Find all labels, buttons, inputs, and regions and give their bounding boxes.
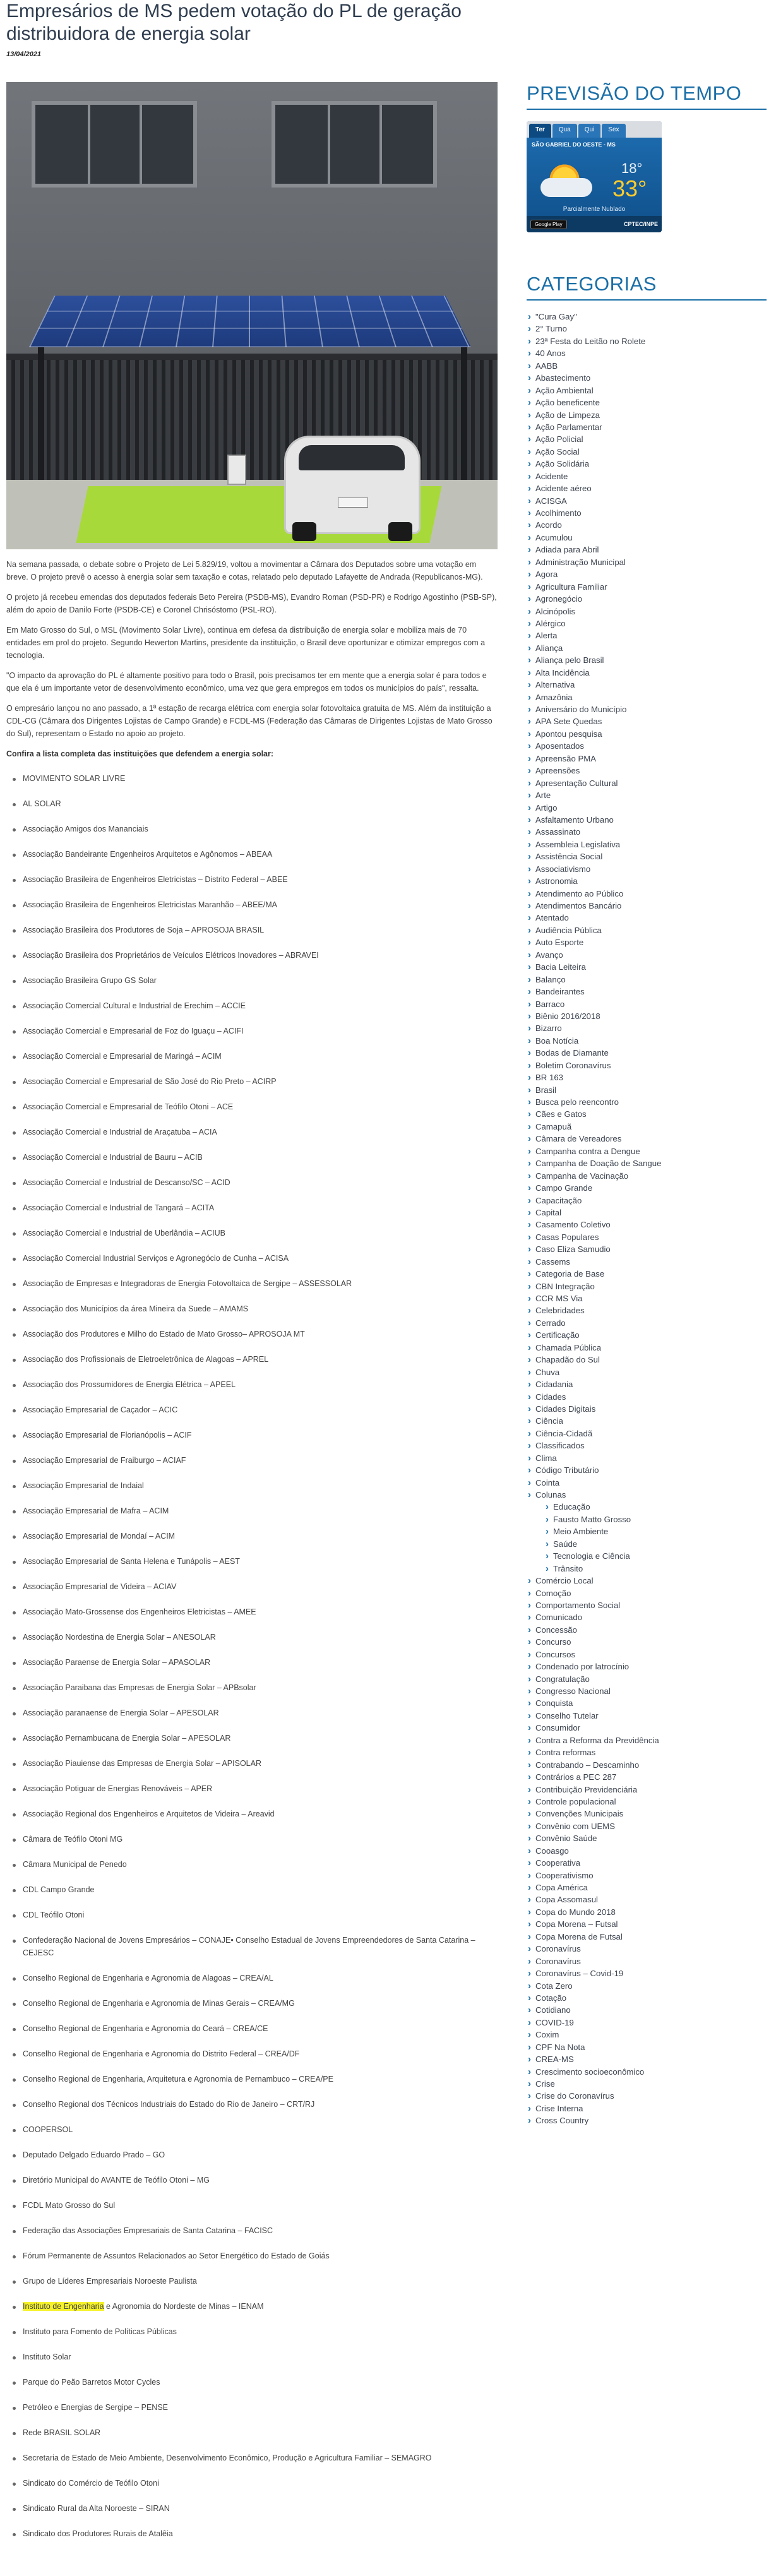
article-title: Empresários de MS pedem votação do PL de geração distribuidora de energia solar <box>6 1 462 44</box>
category-link[interactable]: › Cross Country <box>527 2114 773 2126</box>
institution-item: Fórum Permanente de Assuntos Relacionados ao Setor Energético do Estado de Goiás <box>23 2244 499 2269</box>
category-link[interactable]: › Balanço <box>527 974 773 986</box>
institution-item: Instituto Solar <box>23 2345 499 2370</box>
category-link[interactable]: › Chapadão do Sul <box>527 1354 773 1366</box>
institution-item: Associação Comercial e Industrial de Tangará – ACITA <box>23 1196 499 1221</box>
institution-item: Associação paranaense de Energia Solar – APESOLAR <box>23 1701 499 1726</box>
institution-item: Associação Empresarial de Caçador – ACIC <box>23 1398 499 1423</box>
category-link[interactable]: › Artigo <box>527 802 773 814</box>
category-link[interactable]: › Cooperativa <box>527 1857 773 1869</box>
photo-charger <box>227 455 246 485</box>
category-link[interactable]: › Convenções Municipais <box>527 1808 773 1820</box>
institution-item: Associação Bandeirante Engenheiros Arquitetos e Agônomos – ABEAA <box>23 842 499 868</box>
institution-item: Petróleo e Energias de Sergipe – PENSE <box>23 2395 499 2421</box>
article-date: 13/04/2021 <box>6 51 42 58</box>
photo-car-wheel <box>388 522 412 541</box>
photo-solar-panels <box>29 296 471 347</box>
category-link[interactable]: › Cotação <box>527 1992 773 2004</box>
photo-fence <box>6 360 498 480</box>
categories-list <box>527 311 773 2127</box>
weather-temp-max: 33° <box>612 176 647 201</box>
category-link[interactable]: › Chuva <box>527 1366 773 1378</box>
weather-tab[interactable]: Qua <box>552 124 577 138</box>
category-link[interactable]: › Contrários a PEC 287 <box>527 1771 773 1783</box>
category-link[interactable]: › Ação de Limpeza <box>527 409 773 421</box>
institution-item: Associação Brasileira dos Proprietários de Veículos Elétricos Inovadores – ABRAVEI <box>23 943 499 969</box>
institution-item: Deputado Delgado Eduardo Prado – GO <box>23 2143 499 2168</box>
category-link[interactable]: › Acolhimento <box>527 507 773 519</box>
photo-window-left <box>32 101 197 188</box>
category-link[interactable]: › Alerta <box>527 629 773 641</box>
category-link[interactable]: › Cidades <box>527 1391 773 1403</box>
category-subitem-link[interactable]: › Tecnologia e Ciência <box>527 1550 773 1562</box>
category-link[interactable]: › 40 Anos <box>527 347 773 359</box>
category-link[interactable]: › Coxim <box>527 2029 773 2041</box>
category-link[interactable]: › Casamento Coletivo <box>527 1219 773 1231</box>
category-link[interactable]: › Comportamento Social <box>527 1599 773 1611</box>
category-link[interactable]: › Arte <box>527 789 773 801</box>
category-link[interactable]: › Busca pelo reencontro <box>527 1096 773 1108</box>
weather-tab[interactable]: Qui <box>578 124 601 138</box>
category-link[interactable]: › Celebridades <box>527 1304 773 1316</box>
article-paragraph: "O impacto da aprovação do PL é altamente positivo para todo o Brasil, pois precisamos ter em mente que a energia solar é para todos e que ela é um importante vetor de desenvolvimento econômico, uma vez que gera empregos em todos os municípios do país", ressalta. <box>6 671 487 693</box>
institution-item-rest: e Agronomia do Nordeste de Minas – IENAM <box>104 2302 264 2311</box>
category-link[interactable]: › Campanha de Vacinação <box>527 1170 773 1182</box>
category-link[interactable]: › Atendimento ao Público <box>527 888 773 900</box>
category-link[interactable]: › Certificação <box>527 1329 773 1341</box>
category-subitem-link[interactable]: › Educação <box>527 1501 773 1513</box>
institution-item: Associação Empresarial de Indaial <box>23 1474 499 1499</box>
category-link[interactable]: › ACISGA <box>527 495 773 507</box>
category-link[interactable]: › Bodas de Diamante <box>527 1047 773 1059</box>
institution-item: Associação Comercial e Industrial de Uberlândia – ACIUB <box>23 1221 499 1246</box>
category-link[interactable]: › Crise <box>527 2078 773 2090</box>
institutions-lead: Confira a lista completa das instituições que defendem a energia solar: <box>6 749 274 758</box>
category-link[interactable]: › Cidades Digitais <box>527 1403 773 1415</box>
category-link[interactable]: › CREA-MS <box>527 2053 773 2065</box>
category-link[interactable]: › Abastecimento <box>527 372 773 384</box>
institution-item: Sindicato Rural da Alta Noroeste – SIRAN <box>23 2496 499 2522</box>
category-link[interactable]: › Concessão <box>527 1624 773 1636</box>
institution-item: Associação Empresarial de Fraiburgo – ACIAF <box>23 1448 499 1474</box>
category-link[interactable]: › Apresentação Cultural <box>527 777 773 789</box>
institution-item: Associação Brasileira Grupo GS Solar <box>23 969 499 994</box>
sidebar <box>527 82 773 2127</box>
weather-description: Parcialmente Nublado <box>563 206 626 213</box>
category-link[interactable]: › Acumulou <box>527 532 773 544</box>
category-link[interactable]: › Agronegócio <box>527 593 773 605</box>
category-link[interactable]: › Cota Zero <box>527 1980 773 1992</box>
category-link[interactable]: › Aliança <box>527 642 773 654</box>
photo-car-window <box>299 445 405 470</box>
institution-item: Conselho Regional de Engenharia, Arquitetura e Agronomia de Pernambuco – CREA/PE <box>23 2067 499 2092</box>
category-link[interactable]: › Ação Ambiental <box>527 385 773 397</box>
institution-item: CDL Campo Grande <box>23 1878 499 1903</box>
institution-item: Associação Brasileira de Engenheiros Eletricistas Maranhão – ABEE/MA <box>23 893 499 918</box>
category-link[interactable]: › Barraco <box>527 998 773 1010</box>
category-link[interactable]: › Apontou pesquisa <box>527 728 773 740</box>
category-link[interactable]: › Bizarro <box>527 1022 773 1034</box>
category-link[interactable]: › Amazônia <box>527 691 773 703</box>
institution-item: Associação Paraibana das Empresas de Energia Solar – APBsolar <box>23 1676 499 1701</box>
institution-item: Sindicato dos Produtores Rurais de Atalêia <box>23 2522 499 2547</box>
category-link[interactable]: › Crise do Coronavírus <box>527 2090 773 2102</box>
category-link[interactable]: › Assembleia Legislativa <box>527 838 773 850</box>
category-link[interactable]: › Capacitação <box>527 1195 773 1207</box>
institution-item: Associação Brasileira de Engenheiros Eletricistas – Distrito Federal – ABEE <box>23 868 499 893</box>
weather-footer <box>527 216 662 232</box>
institution-item: Associação Comercial e Empresarial de Foz do Iguaçu – ACIFI <box>23 1019 499 1044</box>
category-link[interactable]: › Boa Notícia <box>527 1035 773 1047</box>
category-link[interactable]: › Assassinato <box>527 826 773 838</box>
institution-item: Confederação Nacional de Jovens Empresários – CONAJE• Conselho Estadual de Jovens Empreendedores de Santa Catarina – CEJESC <box>23 1928 499 1966</box>
categories-title: CATEGORIAS <box>527 273 767 301</box>
institution-item: Associação dos Profissionais de Eletroeletrônica de Alagoas – APREL <box>23 1347 499 1373</box>
category-link[interactable]: › Alcinópolis <box>527 605 773 617</box>
weather-widget[interactable] <box>527 121 662 232</box>
category-link[interactable]: › Colunas <box>527 1489 773 1501</box>
category-link[interactable]: › Ação beneficente <box>527 397 773 408</box>
category-link[interactable]: › Boletim Coronavírus <box>527 1059 773 1071</box>
institution-item: Associação Pernambucana de Energia Solar – APESOLAR <box>23 1726 499 1751</box>
category-link[interactable]: › Cães e Gatos <box>527 1108 773 1120</box>
category-link[interactable]: › Comércio Local <box>527 1575 773 1587</box>
article-photo <box>6 82 498 549</box>
institution-item: Diretório Municipal do AVANTE de Teófilo Otoni – MG <box>23 2168 499 2193</box>
category-link[interactable]: › Cotidiano <box>527 2004 773 2016</box>
institution-item: Associação Comercial e Industrial de Descanso/SC – ACID <box>23 1171 499 1196</box>
category-link[interactable]: › Crescimento socioeconômico <box>527 2066 773 2078</box>
category-link[interactable]: › Contra reformas <box>527 1746 773 1758</box>
institution-item: Associação Comercial e Industrial de Bauru – ACIB <box>23 1145 499 1171</box>
category-link[interactable]: › Copa Morena de Futsal <box>527 1931 773 1943</box>
institution-item: Rede BRASIL SOLAR <box>23 2421 499 2446</box>
institution-item: Associação Comercial e Empresarial de Maringá – ACIM <box>23 1044 499 1070</box>
category-link[interactable]: › Capital <box>527 1207 773 1219</box>
category-link[interactable]: › Copa Assomasul <box>527 1893 773 1905</box>
institution-item: Associação Nordestina de Energia Solar – ANESOLAR <box>23 1625 499 1650</box>
institution-item: Associação Empresarial de Florianópolis – ACIF <box>23 1423 499 1448</box>
weather-temp-min: 18° <box>621 160 643 176</box>
category-link[interactable]: › APA Sete Quedas <box>527 715 773 727</box>
category-link[interactable]: › Audiência Pública <box>527 924 773 936</box>
institution-item: Conselho Regional de Engenharia e Agronomia do Ceará – CREA/CE <box>23 2017 499 2042</box>
institution-item: Associação Empresarial de Mafra – ACIM <box>23 1499 499 1524</box>
category-link[interactable]: › Aposentados <box>527 740 773 752</box>
category-link[interactable]: › Condenado por latrocínio <box>527 1661 773 1673</box>
category-link[interactable]: › Camapuã <box>527 1121 773 1133</box>
institution-item: Câmara de Teófilo Otoni MG <box>23 1827 499 1852</box>
category-link[interactable]: › Conselho Tutelar <box>527 1710 773 1722</box>
category-link[interactable]: › Congratulação <box>527 1673 773 1685</box>
category-link[interactable]: › Convênio com UEMS <box>527 1820 773 1832</box>
category-link[interactable]: › Cooasgo <box>527 1845 773 1857</box>
category-link[interactable]: › Agora <box>527 568 773 580</box>
category-link[interactable]: › "Cura Gay" <box>527 311 773 323</box>
category-link[interactable]: › Cassems <box>527 1256 773 1268</box>
category-link[interactable]: › Auto Esporte <box>527 936 773 948</box>
category-link[interactable]: › Brasil <box>527 1084 773 1096</box>
category-link[interactable]: › Acidente aéreo <box>527 482 773 494</box>
institution-item: Associação Comercial Cultural e Industrial de Erechim – ACCIE <box>23 994 499 1019</box>
institution-item: Associação Brasileira dos Produtores de Soja – APROSOJA BRASIL <box>23 918 499 943</box>
institution-item: Associação Comercial e Industrial de Araçatuba – ACIA <box>23 1120 499 1145</box>
category-subitem-link[interactable]: › Fausto Matto Grosso <box>527 1513 773 1525</box>
institution-item: FCDL Mato Grosso do Sul <box>23 2193 499 2219</box>
category-link[interactable]: › Ciência-Cidadã <box>527 1428 773 1440</box>
category-link[interactable]: › Consumidor <box>527 1722 773 1734</box>
category-link[interactable]: › Casas Populares <box>527 1231 773 1243</box>
institution-item: Associação Comercial Industrial Serviços e Agronegócio de Cunha – ACISA <box>23 1246 499 1272</box>
category-link[interactable]: › BR 163 <box>527 1071 773 1083</box>
category-link[interactable]: › Coronavírus <box>527 1943 773 1955</box>
category-link[interactable]: › Agricultura Familiar <box>527 581 773 593</box>
category-link[interactable]: › Coronavírus – Covid-19 <box>527 1967 773 1979</box>
category-link[interactable]: › Coronavírus <box>527 1955 773 1967</box>
category-link[interactable]: › Contribuição Previdenciária <box>527 1784 773 1796</box>
institution-item: Federação das Associações Empresariais de Santa Catarina – FACISC <box>23 2219 499 2244</box>
highlighted-text: Instituto de Engenharia <box>23 2302 104 2311</box>
category-link[interactable]: › Campo Grande <box>527 1182 773 1194</box>
category-link[interactable]: › 23ª Festa do Leitão no Rolete <box>527 335 773 347</box>
category-link[interactable]: › Administração Municipal <box>527 556 773 568</box>
category-link[interactable]: › 2° Turno <box>527 323 773 335</box>
category-link[interactable]: › Clima <box>527 1452 773 1464</box>
google-play-badge[interactable]: Google Play <box>530 220 567 229</box>
category-link[interactable]: › Atentado <box>527 912 773 924</box>
category-link[interactable]: › Adiada para Abril <box>527 544 773 556</box>
photo-car-wheel <box>292 522 316 541</box>
institution-item: Conselho Regional dos Técnicos Industriais do Estado do Rio de Janeiro – CRT/RJ <box>23 2092 499 2118</box>
article-paragraph: Em Mato Grosso do Sul, o MSL (Movimento Solar Livre), continua em defesa da distribuição de energia solar e mobiliza mais de 70 entidades em prol do projeto. Segundo Hewerton Martins, presidente da instituição, o Brasil deve oportunizar e otimizar empregos com a tecnologia. <box>6 626 486 660</box>
category-link[interactable]: › Ação Parlamentar <box>527 421 773 433</box>
category-link[interactable]: › Bacia Leiteira <box>527 961 773 973</box>
category-link[interactable]: › Apreensão PMA <box>527 753 773 765</box>
category-link[interactable]: › Astronomia <box>527 875 773 887</box>
article-paragraph: O empresário lançou no ano passado, a 1ª estação de recarga elétrica com energia solar fotovoltaica gratuita de MS. Além da instituição a CDL-CG (Câmara dos Dirigentes Lojistas de Campo Grande) e FCDL-MS (Federação das Câmaras de Dirigentes Lojistas de Mato Grosso do Sul), representam o Estado no apoio ao projeto. <box>6 704 492 738</box>
institution-item: Conselho Regional de Engenharia e Agronomia do Distrito Federal – CREA/DF <box>23 2042 499 2067</box>
weather-tab[interactable]: Ter <box>529 124 551 138</box>
institution-item: Instituto para Fomento de Políticas Públicas <box>23 2320 499 2345</box>
category-link[interactable]: › Controle populacional <box>527 1796 773 1808</box>
institution-item: Associação Empresarial de Mondaí – ACIM <box>23 1524 499 1549</box>
institution-item: Associação Comercial e Empresarial de São José do Rio Preto – ACIRP <box>23 1070 499 1095</box>
category-link[interactable]: › Bandeirantes <box>527 986 773 998</box>
category-link[interactable]: › Comoção <box>527 1587 773 1599</box>
institution-item: Sindicato do Comércio de Teófilo Otoni <box>23 2471 499 2496</box>
category-subitem-link[interactable]: › Trânsito <box>527 1563 773 1575</box>
category-link[interactable]: › Caso Eliza Samudio <box>527 1243 773 1255</box>
category-link[interactable]: › Câmara de Vereadores <box>527 1133 773 1145</box>
category-link[interactable]: › Alérgico <box>527 617 773 629</box>
category-link[interactable]: › Cidadania <box>527 1378 773 1390</box>
institution-item: Associação Piauiense das Empresas de Energia Solar – APISOLAR <box>23 1751 499 1777</box>
category-link[interactable]: › CCR MS Via <box>527 1292 773 1304</box>
institution-item: Associação Amigos dos Mananciais <box>23 817 499 842</box>
weather-brand[interactable]: CPTEC/INPE <box>623 221 658 227</box>
category-link[interactable]: › Contra a Reforma da Previdência <box>527 1734 773 1746</box>
category-link[interactable]: › Avanço <box>527 949 773 961</box>
category-link[interactable]: › Atendimentos Bancário <box>527 900 773 912</box>
category-link[interactable]: › Acordo <box>527 519 773 531</box>
category-link[interactable]: › Ciência <box>527 1415 773 1427</box>
institution-item: Conselho Regional de Engenharia e Agronomia de Alagoas – CREA/AL <box>23 1966 499 1991</box>
institution-item: Parque do Peão Barretos Motor Cycles <box>23 2370 499 2395</box>
category-link[interactable]: › Classificados <box>527 1440 773 1452</box>
category-link[interactable]: › Comunicado <box>527 1611 773 1623</box>
category-link[interactable]: › Convênio Saúde <box>527 1832 773 1844</box>
category-link[interactable]: › Alternativa <box>527 679 773 691</box>
institution-item: COOPERSOL <box>23 2118 499 2143</box>
category-link[interactable]: › Ação Policial <box>527 433 773 445</box>
weather-city: SÃO GABRIEL DO OESTE - MS <box>532 141 616 148</box>
institution-item: Associação dos Prossumidores de Energia Elétrica – APEEL <box>23 1373 499 1398</box>
weather-tab[interactable]: Sex <box>602 124 625 138</box>
institution-item: Associação Potiguar de Energias Renováveis – APER <box>23 1777 499 1802</box>
institution-item: MOVIMENTO SOLAR LIVRE <box>23 766 499 792</box>
category-link[interactable]: › Associativismo <box>527 863 773 875</box>
category-link[interactable]: › Asfaltamento Urbano <box>527 814 773 826</box>
institution-item: Conselho Regional de Engenharia e Agronomia de Minas Gerais – CREA/MG <box>23 1991 499 2017</box>
category-link[interactable]: › Ação Social <box>527 446 773 458</box>
institution-item: Associação Empresarial de Videira – ACIAV <box>23 1575 499 1600</box>
category-link[interactable]: › Campanha contra a Dengue <box>527 1145 773 1157</box>
category-link[interactable]: › Contrabando – Descaminho <box>527 1759 773 1771</box>
institution-item: Associação de Empresas e Integradoras de Energia Fotovoltaica de Sergipe – ASSESSOLAR <box>23 1272 499 1297</box>
category-link[interactable]: › Concurso <box>527 1636 773 1648</box>
article <box>6 0 499 2547</box>
category-link[interactable]: › Apreensões <box>527 765 773 777</box>
category-link[interactable]: › Cerrado <box>527 1317 773 1329</box>
weather-tabs <box>527 121 662 138</box>
category-link[interactable]: › Copa América <box>527 1881 773 1893</box>
category-link[interactable]: › Copa do Mundo 2018 <box>527 1906 773 1918</box>
category-link[interactable]: › Cointa <box>527 1477 773 1489</box>
article-body <box>6 558 499 2547</box>
institution-item: Associação Empresarial de Santa Helena e Tunápolis – AEST <box>23 1549 499 1575</box>
photo-car <box>284 436 421 534</box>
institutions-list <box>6 766 499 2547</box>
category-link[interactable]: › Congresso Nacional <box>527 1685 773 1697</box>
category-link[interactable]: › AABB <box>527 360 773 372</box>
category-link[interactable]: › Aliança pelo Brasil <box>527 654 773 666</box>
photo-window-right <box>272 101 437 188</box>
category-link[interactable]: › Biênio 2016/2018 <box>527 1010 773 1022</box>
institution-item: Associação dos Municípios da área Mineira da Suede – AMAMS <box>23 1297 499 1322</box>
category-link[interactable]: › Copa Morena – Futsal <box>527 1918 773 1930</box>
institution-item: Associação Regional dos Engenheiros e Arquitetos de Videira – Areavid <box>23 1802 499 1827</box>
institution-item: AL SOLAR <box>23 792 499 817</box>
category-link[interactable]: › Ação Solidária <box>527 458 773 470</box>
article-paragraph: O projeto já recebeu emendas dos deputados federais Beto Pereira (PSDB-MS), Evandro Roman (PSD-PR) e Rodrigo Agostinho (PSB-SP), além do apoio de Danilo Forte (PSDB-CE) e Coronel Chrisóstomo (PSL-RO). <box>6 593 497 614</box>
photo-car-plate <box>338 498 368 508</box>
category-link[interactable]: › Categoria de Base <box>527 1268 773 1280</box>
institution-item: Associação Paraense de Energia Solar – APASOLAR <box>23 1650 499 1676</box>
category-link[interactable]: › Chamada Pública <box>527 1342 773 1354</box>
weather-widget-title: PREVISÃO DO TEMPO <box>527 82 767 110</box>
category-link[interactable]: › Aniversário do Município <box>527 703 773 715</box>
institution-item: Câmara Municipal de Penedo <box>23 1852 499 1878</box>
institution-item: Associação Mato-Grossense dos Engenheiros Eletricistas – AMEE <box>23 1600 499 1625</box>
category-link[interactable]: › Assistência Social <box>527 850 773 862</box>
category-link[interactable]: › Cooperativismo <box>527 1869 773 1881</box>
category-subitem-link[interactable]: › Saúde <box>527 1538 773 1550</box>
category-subitem-link[interactable]: › Meio Ambiente <box>527 1525 773 1537</box>
category-link[interactable]: › Concursos <box>527 1649 773 1661</box>
institution-item: Secretaria de Estado de Meio Ambiente, Desenvolvimento Econômico, Produção e Agricultura Familiar – SEMAGRO <box>23 2446 499 2471</box>
category-link[interactable]: › Crise Interna <box>527 2102 773 2114</box>
article-paragraph: Na semana passada, o debate sobre o Projeto de Lei 5.829/19, voltou a movimentar a Câmara dos Deputados sobre uma votação em breve. O projeto prevê o acesso à energia solar sem taxação e cotas, relatado pelo deputado Lafayette de Andrada (Republicanos-MG). <box>6 560 483 581</box>
category-link[interactable]: › Campanha de Doação de Sangue <box>527 1157 773 1169</box>
category-link[interactable]: › Código Tributário <box>527 1464 773 1476</box>
institution-item <box>23 2294 499 2320</box>
institution-item: Grupo de Líderes Empresariais Noroeste Paulista <box>23 2269 499 2294</box>
institution-item: Associação Comercial e Empresarial de Teófilo Otoni – ACE <box>23 1095 499 1120</box>
cloud-icon <box>540 178 592 197</box>
category-link[interactable]: › Conquista <box>527 1697 773 1709</box>
institution-item: Associação dos Produtores e Milho do Estado de Mato Grosso– APROSOJA MT <box>23 1322 499 1347</box>
category-link[interactable]: › CPF Na Nota <box>527 2041 773 2053</box>
category-link[interactable]: › CBN Integração <box>527 1280 773 1292</box>
category-link[interactable]: › Acidente <box>527 470 773 482</box>
category-link[interactable]: › COVID-19 <box>527 2017 773 2029</box>
institution-item: CDL Teófilo Otoni <box>23 1903 499 1928</box>
category-link[interactable]: › Alta Incidência <box>527 667 773 679</box>
